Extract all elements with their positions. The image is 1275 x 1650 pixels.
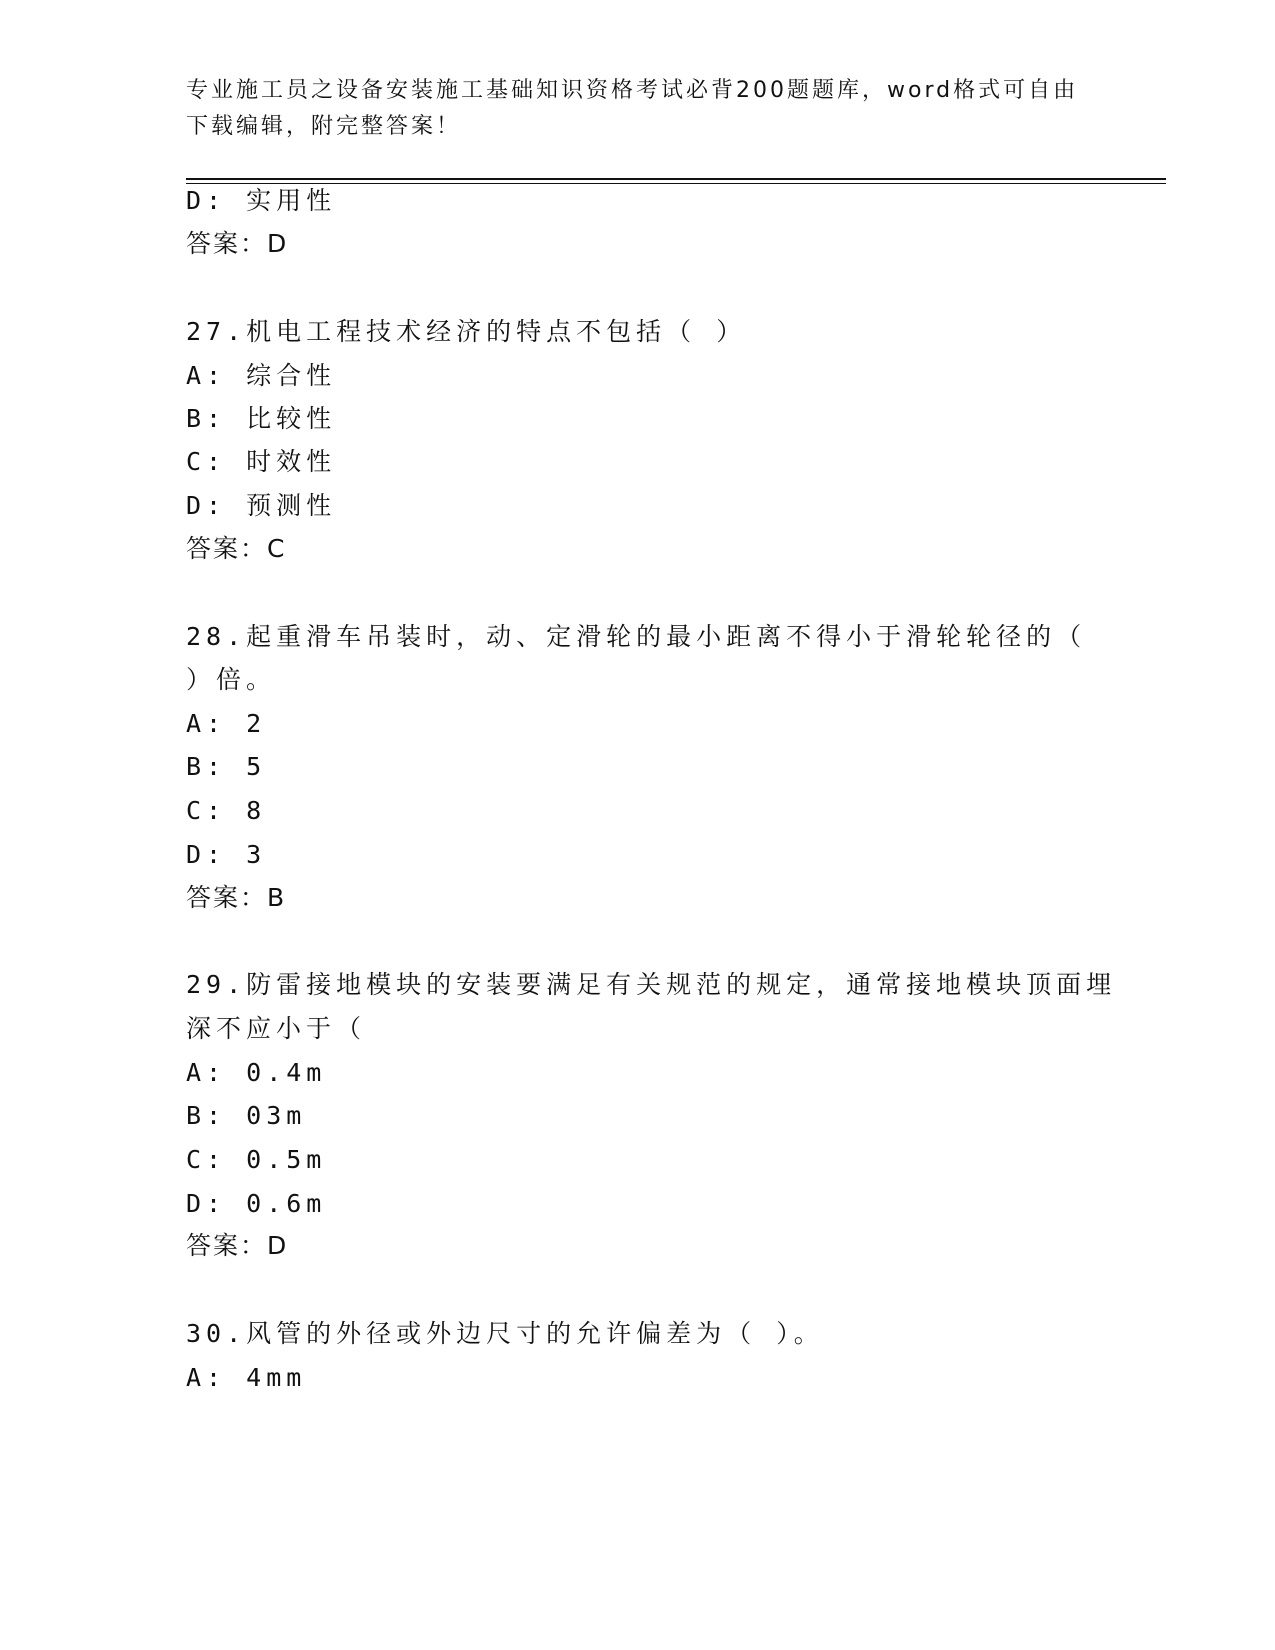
document-page <box>186 0 1166 1650</box>
header-line-2: 下载编辑，附完整答案！ <box>186 114 462 139</box>
q29-question-line-2: 深不应小于（ <box>186 1014 367 1043</box>
header-line-1: 专业施工员之设备安装施工基础知识资格考试必背200题题库，word格式可自由 <box>186 78 1079 103</box>
q27-option-a: A: 综合性 <box>186 361 337 390</box>
q27-answer: 答案：C <box>186 534 287 563</box>
q29-option-a: A: 0.4m <box>186 1058 327 1087</box>
q29-option-b: B: 03m <box>186 1101 307 1130</box>
q26-option-d: D: 实用性 <box>186 186 337 215</box>
q28-answer: 答案：B <box>186 883 287 912</box>
q27-option-d: D: 预测性 <box>186 491 337 520</box>
q30-option-a: A: 4mm <box>186 1363 307 1392</box>
q27-option-b: B: 比较性 <box>186 404 337 433</box>
q28-question-line-1: 28.起重滑车吊装时，动、定滑轮的最小距离不得小于滑轮轮径的（ <box>186 622 1087 651</box>
header-rule-thin <box>186 183 1166 184</box>
q30-question: 30.风管的外径或外边尺寸的允许偏差为（ ）。 <box>186 1319 824 1348</box>
q28-option-a: A: 2 <box>186 709 267 738</box>
q26-answer: 答案：D <box>186 229 289 258</box>
q28-option-b: B: 5 <box>186 752 267 781</box>
document-header <box>186 73 1086 145</box>
header-rule-thick <box>186 178 1166 180</box>
q29-question-line-1: 29.防雷接地模块的安装要满足有关规范的规定，通常接地模块顶面埋 <box>186 970 1117 999</box>
q29-option-c: C: 0.5m <box>186 1145 327 1174</box>
q27-option-c: C: 时效性 <box>186 447 337 476</box>
q28-option-c: C: 8 <box>186 796 267 825</box>
q28-question-line-2: ）倍。 <box>186 665 277 694</box>
q27-question: 27.机电工程技术经济的特点不包括（ ） <box>186 317 747 346</box>
q28-option-d: D: 3 <box>186 840 267 869</box>
q29-answer: 答案：D <box>186 1231 289 1260</box>
q29-option-d: D: 0.6m <box>186 1189 327 1218</box>
